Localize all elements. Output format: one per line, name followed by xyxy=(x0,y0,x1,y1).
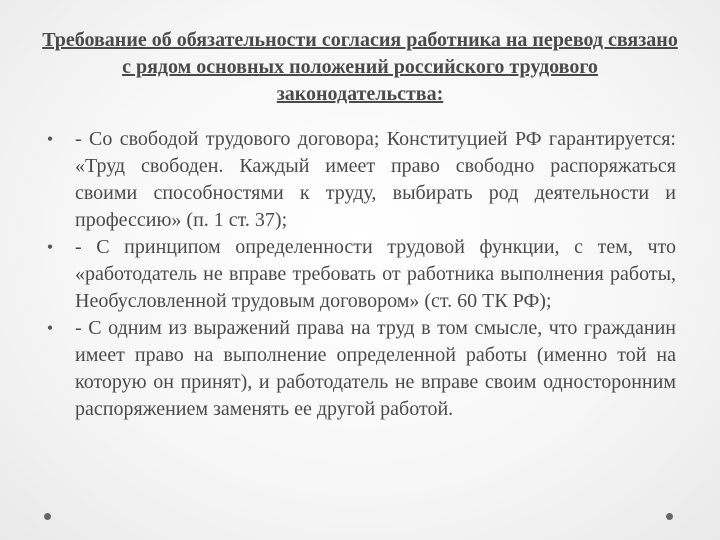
bullet-text: - С одним из выражений права на труд в том смысле, что гражданин имеет право на выполнение определенной работы (именно той на которую он принят), и работодатель не вправе своим односторонним распоряжением заменять ее другой работой. xyxy=(75,317,676,420)
decorative-dot-icon xyxy=(666,513,673,520)
bullet-text: - С принципом определенности трудовой функции, с тем, что «работодатель не вправе требовать от работника выполнения работы, Необусловленной трудовым договором» (ст. 60 ТК РФ); xyxy=(75,236,676,312)
bullet-text: - Со свободой трудового договора; Конституцией РФ гарантируется: «Труд свободен. Каждый имеет право свободно распоряжаться своими способностями к труду, выбирать род деятельности и профессию» (п. 1 ст. 37); xyxy=(75,128,676,231)
decorative-dot-icon xyxy=(44,513,51,520)
bullet-item xyxy=(44,315,676,423)
bullet-dot-icon: • xyxy=(46,237,54,257)
bullet-item xyxy=(44,126,676,234)
bullet-dot-icon: • xyxy=(46,129,54,149)
bullet-item xyxy=(44,234,676,315)
bullet-list xyxy=(44,126,676,423)
slide-title: Требование об обязательности согласия работника на перевод связано с рядом основных положений российского трудового законодательства: xyxy=(42,29,678,105)
bullet-dot-icon: • xyxy=(46,318,54,338)
